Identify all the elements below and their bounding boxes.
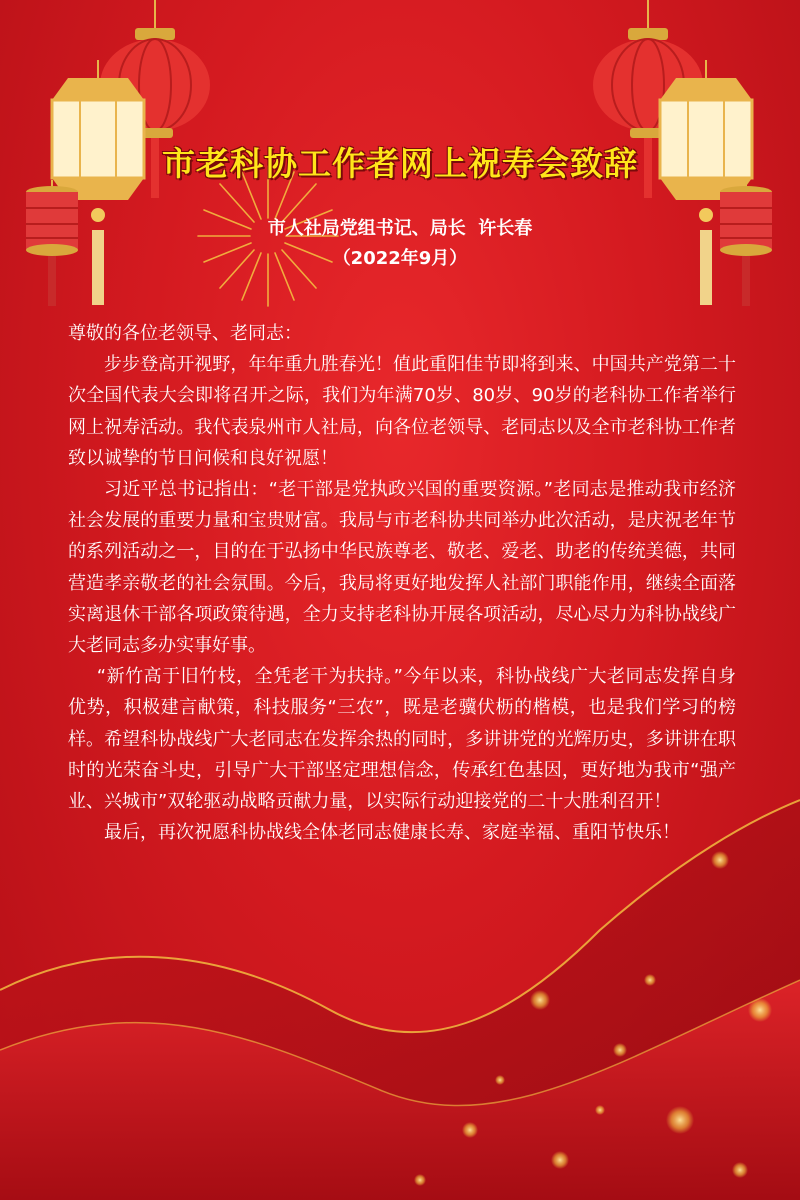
- paragraph-3: “新竹高于旧竹枝，全凭老干为扶持。”今年以来，科协战线广大老同志发挥自身优势，积极建言献策，科技服务“三农”，既是老骥伏枥的楷模，也是我们学习的榜样。希望科协战线广大老同志在发挥余热的同时，多讲讲党的光辉历史，多讲讲在职时的光荣奋斗史，引导广大干部坚定理想信念，传承红色基因，更好地为我市“强产业、兴城市”双轮驱动战略贡献力量，以实际行动迎接党的二十大胜利召开！: [68, 666, 736, 813]
- paragraph-2: 习近平总书记指出：“老干部是党执政兴国的重要资源。”老同志是推动我市经济社会发展的重要力量和宝贵财富。我局与市老科协共同举办此次活动，是庆祝老年节的系列活动之一，目的在于弘扬中华民族尊老、敬老、爱老、助老的传统美德，共同营造孝亲敬老的社会氛围。今后，我局将更好地发挥人社部门职能作用，继续全面落实离退休干部各项政策待遇，全力支持老科协开展各项活动，尽心尽力为科协战线广大老同志多办实事好事。: [68, 479, 736, 657]
- paragraph-1: 步步登高开视野，年年重九胜春光！值此重阳佳节即将到来、中国共产党第二十次全国代表大会即将召开之际，我们为年满70岁、80岁、90岁的老科协工作者举行网上祝寿活动。我代表泉州市人社局，向各位老领导、老同志以及全市老科协工作者致以诚挚的节日问候和良好祝愿！: [68, 354, 736, 469]
- date-line: （2022年9月）: [332, 248, 468, 269]
- salutation: 尊敬的各位老领导、老同志：: [68, 323, 302, 344]
- page-title: 市老科协工作者网上祝寿会致辞: [162, 144, 638, 183]
- author-line: 市人社局党组书记、局长 许长春: [267, 218, 533, 239]
- letter-body: [68, 318, 736, 848]
- paragraph-4: 最后，再次祝愿科协战线全体老同志健康长寿、家庭幸福、重阳节快乐！: [104, 822, 680, 844]
